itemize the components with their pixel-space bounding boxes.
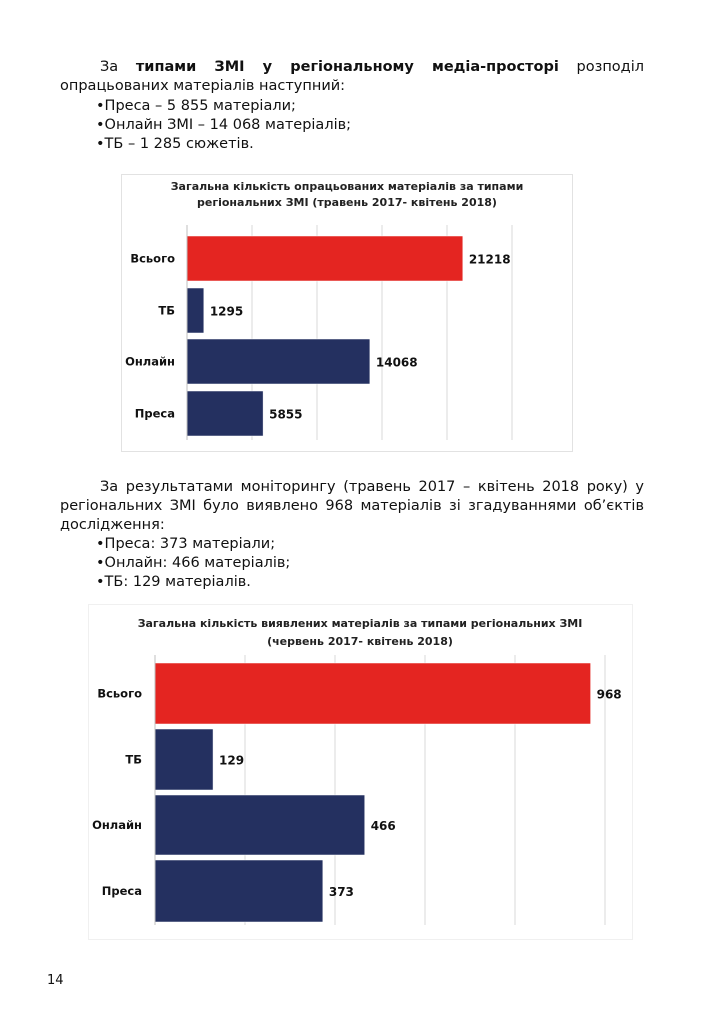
bar-4 (187, 391, 263, 436)
category-label: Всього (130, 251, 175, 266)
intro-text-end: розподіл опрацьованих матеріалів наступний: (60, 59, 645, 94)
category-label: Всього (97, 686, 142, 701)
list-item: •ТБ: 129 матеріалів. (96, 574, 251, 590)
bar-1 (155, 663, 591, 724)
page-number: 14 (47, 973, 64, 988)
bar-4 (155, 860, 323, 922)
bar-2 (187, 288, 204, 333)
chart-processed-svg (122, 175, 572, 451)
paragraph-monitoring-results (60, 478, 644, 535)
bar-3 (155, 795, 365, 855)
list-item: •Онлайн: 466 матеріалів; (96, 555, 291, 571)
value-label: 14068 (375, 355, 418, 370)
value-label: 129 (219, 753, 245, 768)
chart-title-line: Загальна кількість опрацьованих матеріалів за типами (170, 180, 524, 193)
chart-title-line: регіональних ЗМІ (травень 2017- квітень 2018) (197, 196, 497, 209)
category-label: Онлайн (125, 354, 175, 369)
list-item: •Преса: 373 матеріали; (96, 536, 276, 552)
bar-3 (187, 339, 370, 384)
list-item: •ТБ – 1 285 сюжетів. (96, 136, 254, 152)
chart-processed-materials (121, 174, 573, 452)
category-label: ТБ (158, 303, 175, 318)
bar-2 (155, 729, 213, 790)
chart-title-line: Загальна кількість виявлених матеріалів за типами регіональних ЗМІ (137, 617, 583, 630)
monitoring-text: За результатами моніторингу (травень 2017 – квітень 2018 року) у регіональних ЗМІ було виявлено 968 матеріалів зі згадуваннями об’єктів дослідження: (60, 479, 644, 533)
chart-detected-materials (88, 604, 633, 940)
bullet-list-detected (96, 535, 290, 592)
intro-text-bold: типами ЗМІ у регіональному медіа-просторі (135, 59, 559, 75)
value-label: 1295 (209, 304, 244, 319)
paragraph-media-types (60, 58, 644, 96)
value-label: 21218 (468, 252, 511, 267)
bar-1 (187, 236, 463, 281)
chart-title-line: (червень 2017- квітень 2018) (267, 635, 453, 648)
value-label: 5855 (269, 407, 303, 422)
intro-text-start: За (100, 59, 136, 75)
list-item: •Онлайн ЗМІ – 14 068 матеріалів; (96, 117, 352, 133)
category-label: Преса (134, 406, 175, 421)
list-item: •Преса – 5 855 матеріали; (96, 98, 296, 114)
value-label: 968 (596, 687, 622, 702)
category-label: Преса (101, 884, 142, 898)
value-label: 466 (370, 819, 396, 833)
category-label: ТБ (125, 752, 142, 767)
bullet-list-processed (96, 97, 351, 154)
category-label: Онлайн (92, 818, 142, 832)
chart-detected-svg (89, 605, 632, 939)
value-label: 373 (328, 885, 354, 899)
